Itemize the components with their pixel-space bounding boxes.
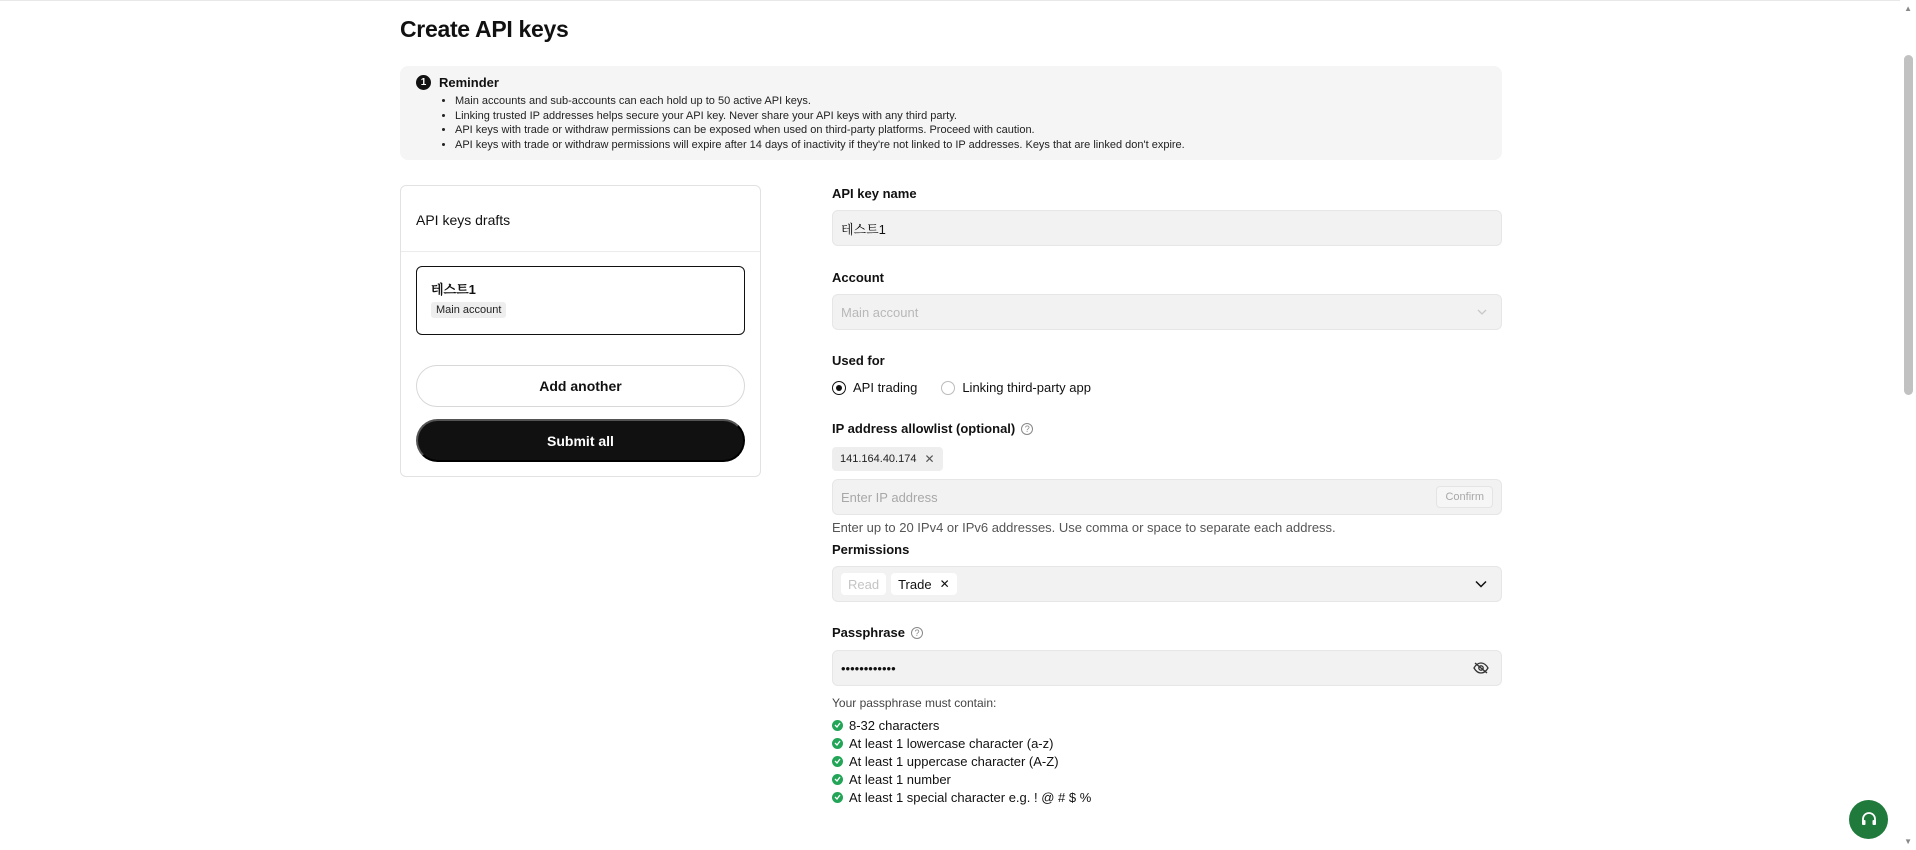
api-key-name-value: 테스트1 (841, 221, 886, 237)
passphrase-field[interactable] (832, 650, 1502, 686)
account-select[interactable] (832, 294, 1502, 330)
passphrase-label (832, 625, 923, 640)
check-icon (832, 738, 843, 749)
account-label (832, 270, 884, 285)
ip-address-input[interactable] (841, 490, 1493, 505)
add-another-button[interactable]: Add another (416, 365, 745, 407)
api-key-name-label-text: API key name (832, 186, 917, 201)
headset-icon (1860, 811, 1878, 829)
reminder-item: • API keys with trade or withdraw permissions can be exposed when used on third-party platforms. Proceed with caution. (455, 123, 1486, 138)
used-for-label-text: Used for (832, 353, 885, 368)
permissions-label-text: Permissions (832, 542, 910, 557)
confirm-ip-button[interactable]: Confirm (1436, 486, 1493, 508)
permissions-label (832, 542, 909, 557)
ip-chip (832, 447, 943, 471)
radio-third-party-app-label: Linking third-party app (962, 380, 1091, 395)
requirement-item (832, 770, 1091, 788)
requirement-item (832, 752, 1091, 770)
passphrase-value: •••••••••••• (841, 660, 896, 676)
permission-trade-tag (891, 573, 957, 595)
close-icon[interactable]: ✕ (924, 452, 935, 466)
submit-all-button[interactable]: Submit all (416, 419, 745, 462)
scrollbar-thumb[interactable] (1904, 55, 1913, 395)
eye-off-icon[interactable] (1473, 662, 1489, 674)
requirement-text: At least 1 number (849, 771, 951, 787)
permission-read-tag: Read (841, 573, 886, 595)
scroll-up-icon[interactable]: ▲ (1904, 4, 1912, 13)
help-icon[interactable]: ? (911, 627, 923, 639)
requirement-text: At least 1 lowercase character (a-z) (849, 735, 1054, 751)
ip-chip-value: 141.164.40.174 (840, 453, 917, 465)
reminder-item: • API keys with trade or withdraw permissions will expire after 14 days of inactivity if they're not linked to IP addresses. Keys that are linked don't expire. (455, 138, 1486, 153)
ip-hint: Enter up to 20 IPv4 or IPv6 addresses. Use comma or space to separate each address. (832, 520, 1336, 535)
passphrase-requirements-title: Your passphrase must contain: (832, 696, 997, 710)
requirement-item (832, 788, 1091, 806)
radio-selected-icon (832, 381, 846, 395)
info-icon: 1 (416, 75, 431, 90)
ip-address-field[interactable] (832, 479, 1502, 515)
top-divider (0, 0, 1900, 1)
passphrase-requirements (832, 716, 1091, 806)
radio-api-trading[interactable] (832, 380, 917, 395)
draft-name: 테스트1 (431, 282, 476, 297)
reminder-item: • Main accounts and sub-accounts can each hold up to 50 active API keys. (455, 94, 1486, 109)
chevron-down-icon[interactable] (1475, 581, 1487, 588)
api-key-name-label (832, 186, 917, 201)
support-chat-button[interactable] (1849, 800, 1888, 839)
radio-unselected-icon (941, 381, 955, 395)
ip-allowlist-label-text: IP address allowlist (optional) (832, 421, 1016, 436)
draft-card[interactable] (416, 266, 745, 335)
check-icon (832, 774, 843, 785)
requirement-item (832, 716, 1091, 734)
api-key-name-field[interactable] (832, 210, 1502, 246)
requirement-text: At least 1 uppercase character (A-Z) (849, 753, 1059, 769)
scroll-down-icon[interactable]: ▼ (1904, 837, 1912, 846)
draft-account-badge: Main account (431, 302, 506, 318)
check-icon (832, 720, 843, 731)
account-select-value: Main account (841, 304, 919, 320)
reminder-item: • Linking trusted IP addresses helps secure your API key. Never share your API keys with any third party. (455, 109, 1486, 124)
page-scrollbar[interactable] (1900, 0, 1916, 850)
help-icon[interactable]: ? (1021, 423, 1033, 435)
permission-trade-label: Trade (898, 576, 932, 592)
drafts-panel (400, 185, 761, 477)
page-title: Create API keys (400, 16, 569, 42)
requirement-item (832, 734, 1091, 752)
reminder-panel (400, 66, 1502, 160)
permissions-select[interactable] (832, 566, 1502, 602)
chevron-down-icon (1477, 309, 1487, 315)
check-icon (832, 792, 843, 803)
close-icon[interactable]: ✕ (939, 577, 950, 591)
check-icon (832, 756, 843, 767)
reminder-title: Reminder (439, 75, 499, 90)
requirement-text: 8-32 characters (849, 717, 940, 733)
used-for-radio-group (832, 380, 1091, 395)
reminder-header (416, 75, 1486, 90)
ip-allowlist-label (832, 421, 1033, 436)
used-for-label (832, 353, 885, 368)
radio-api-trading-label: API trading (853, 380, 918, 395)
drafts-title: API keys drafts (416, 212, 511, 228)
requirement-text: At least 1 special character e.g. ! @ # $ % (849, 789, 1092, 805)
drafts-divider (401, 251, 760, 252)
passphrase-label-text: Passphrase (832, 625, 905, 640)
account-label-text: Account (832, 270, 884, 285)
reminder-list (416, 94, 1486, 152)
radio-third-party-app[interactable] (941, 380, 1091, 395)
